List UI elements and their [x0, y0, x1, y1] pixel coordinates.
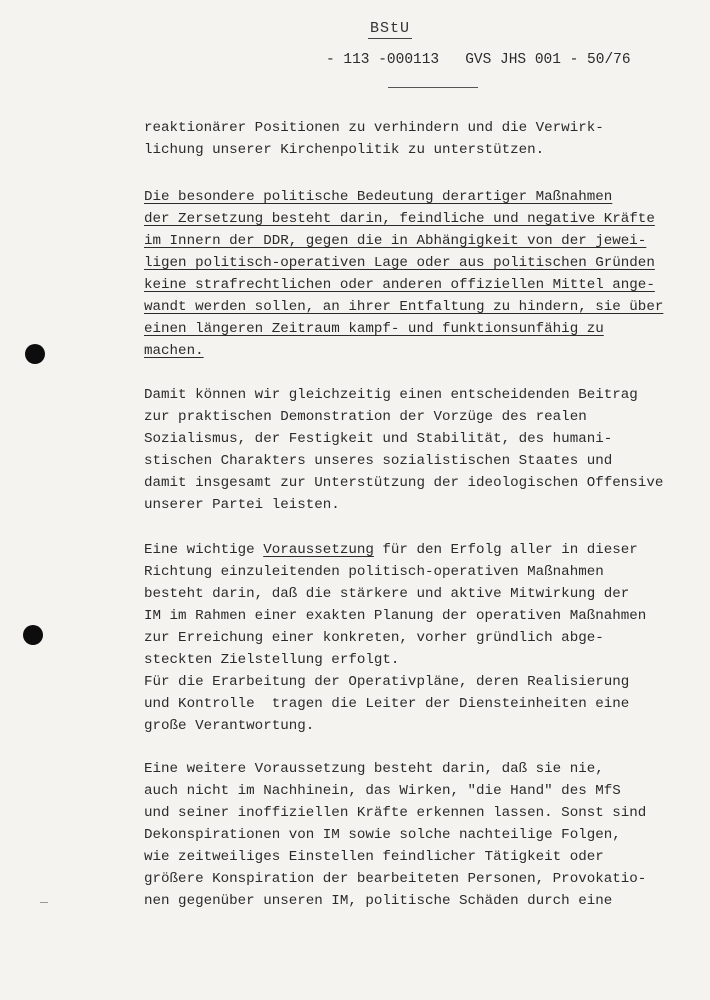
text-line: Richtung einzuleitenden politisch-operativen Maßnahmen — [144, 564, 604, 580]
text-line: machen. — [144, 343, 204, 359]
text-line: Sozialismus, der Festigkeit und Stabilität, des humani- — [144, 431, 613, 447]
text-line: und Kontrolle tragen die Leiter der Diensteinheiten eine — [144, 696, 630, 712]
text-line: Eine weitere Voraussetzung besteht darin, daß sie nie, — [144, 761, 604, 777]
page-reference: - 113 -000113 GVS JHS 001 - 50/76 — [326, 52, 631, 68]
text-line: Eine wichtige Voraussetzung für den Erfolg aller in dieser — [144, 542, 638, 558]
text-line: auch nicht im Nachhinein, das Wirken, "die Hand" des MfS — [144, 783, 621, 799]
paragraph-5 — [144, 758, 700, 912]
punch-hole-bottom — [23, 625, 43, 645]
paragraph-1 — [144, 117, 700, 161]
text-line: Damit können wir gleichzeitig einen entscheidenden Beitrag — [144, 387, 638, 403]
paragraph-4 — [144, 539, 700, 737]
text-line: und seiner inoffiziellen Kräfte erkennen lassen. Sonst sind — [144, 805, 647, 821]
text-line: Dekonspirationen von IM sowie solche nachteilige Folgen, — [144, 827, 621, 843]
margin-mark — [40, 902, 48, 903]
text-line: im Innern der DDR, gegen die in Abhängigkeit von der jewei- — [144, 233, 647, 249]
text-line: besteht darin, daß die stärkere und aktive Mitwirkung der — [144, 586, 630, 602]
paragraph-2-underlined — [144, 186, 700, 362]
text-line: IM im Rahmen einer exakten Planung der operativen Maßnahmen — [144, 608, 647, 624]
underlined-word: Voraussetzung — [263, 542, 374, 558]
text-line: Für die Erarbeitung der Operativpläne, deren Realisierung — [144, 674, 630, 690]
text-line: damit insgesamt zur Unterstützung der ideologischen Offensive — [144, 475, 664, 491]
text-line: einen längeren Zeitraum kampf- und funktionsunfähig zu — [144, 321, 604, 337]
text-line: ligen politisch-operativen Lage oder aus politischen Gründen — [144, 255, 655, 271]
text-line: wandt werden sollen, an ihrer Entfaltung zu hindern, sie über — [144, 299, 664, 315]
text-line: keine strafrechtlichen oder anderen offiziellen Mittel ange- — [144, 277, 655, 293]
text-line: lichung unserer Kirchenpolitik zu unterstützen. — [144, 142, 545, 158]
text-line: größere Konspiration der bearbeiteten Personen, Provokatio- — [144, 871, 647, 887]
text-line: zur praktischen Demonstration der Vorzüge des realen — [144, 409, 587, 425]
paragraph-3 — [144, 384, 700, 516]
text-line: reaktionärer Positionen zu verhindern und die Verwirk- — [144, 120, 604, 136]
text-line: Die besondere politische Bedeutung derartiger Maßnahmen — [144, 189, 613, 205]
text-line: wie zeitweiliges Einstellen feindlicher Tätigkeit oder — [144, 849, 604, 865]
header-rule — [388, 87, 478, 88]
text-line: unserer Partei leisten. — [144, 497, 340, 513]
text-line: große Verantwortung. — [144, 718, 315, 734]
punch-hole-top — [25, 344, 45, 364]
text-line: zur Erreichung einer konkreten, vorher gründlich abge- — [144, 630, 604, 646]
text-line: steckten Zielstellung erfolgt. — [144, 652, 400, 668]
archive-stamp: BStU — [370, 20, 411, 37]
text-line: nen gegenüber unseren IM, politische Schäden durch eine — [144, 893, 613, 909]
text-line: der Zersetzung besteht darin, feindliche und negative Kräfte — [144, 211, 655, 227]
text-line: stischen Charakters unseres sozialistischen Staates und — [144, 453, 613, 469]
